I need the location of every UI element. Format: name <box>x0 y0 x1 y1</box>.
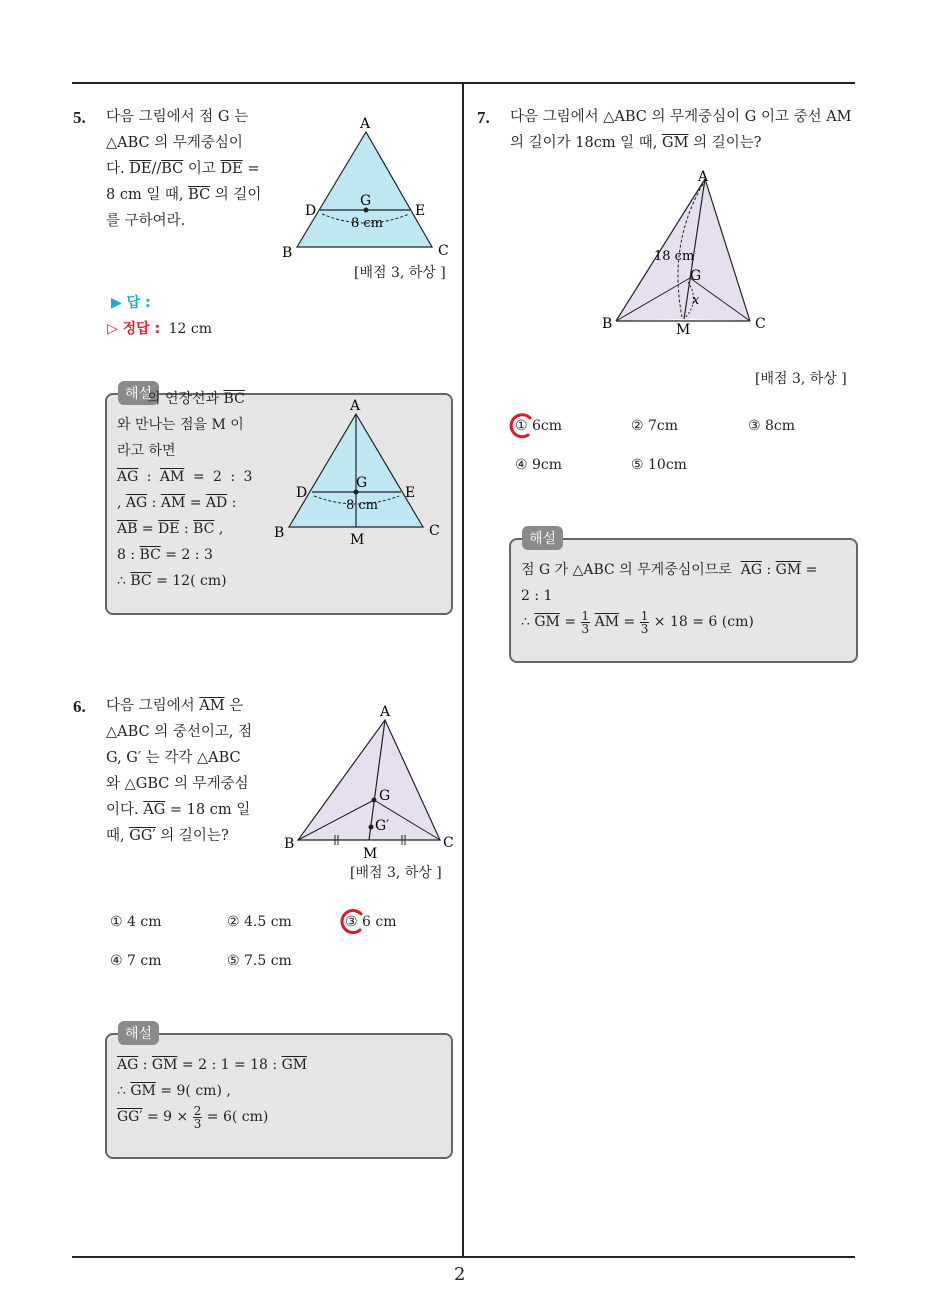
q6-figure <box>280 700 460 865</box>
q5-label-e: E <box>415 203 426 219</box>
q6-option-2[interactable]: ② 4.5 cm <box>227 914 292 930</box>
q6-number: 6. <box>73 697 86 716</box>
q6-label-g: G <box>379 788 391 804</box>
q6-sol-line-3: GG′ = 9 × $\frac{2}{3}$ = 6( cm) <box>117 1103 269 1131</box>
q5-sol-line-7: 8 : $\overline{BC} = 2$ : 3 <box>117 547 213 563</box>
q6-option-5[interactable]: ⑤ 7.5 cm <box>227 953 292 969</box>
q6-sol-line-1: $\overline{AG}$ : $\overline{GM} = 2$ : 1 = 18 : $\overline{GM}$ <box>117 1057 308 1073</box>
q5-line-3: 다. $\overline{DE}//\overline{BC}$ 이고 $\overline{DE}$ = <box>106 161 260 177</box>
q7-text <box>510 104 862 156</box>
q5-text <box>106 104 271 234</box>
q5-solution-tag: 해설 <box>118 381 159 405</box>
q5-solution-text <box>117 386 262 594</box>
q5-number: 5. <box>73 108 86 127</box>
q5s-label-d: D <box>296 485 308 501</box>
bottom-rule <box>72 1256 855 1258</box>
q5s-label-c: C <box>429 523 440 539</box>
q5s-label-g: G <box>356 475 368 491</box>
q7-sol-line-2: 2 : 1 <box>521 588 553 604</box>
q7-line-2: 의 길이가 18cm 일 때, $\overline{GM}$ 의 길이는? <box>510 135 762 151</box>
q5-line-1: 다음 그림에서 점 G 는 <box>106 109 249 125</box>
q7-sol-line-1: 점 G 가 △ABC 의 무게중심이므로 $\overline{AG}$ : $\overline{GM}$ = <box>521 562 818 578</box>
q7-option-4[interactable]: ④ 9cm <box>515 457 563 473</box>
q6-option-1[interactable]: ① 4 cm <box>110 914 162 930</box>
q5-correct-value: 12 cm <box>168 321 213 337</box>
q6-line-5: 이다. $\overline{AG} = 18$ cm 일 <box>106 802 251 818</box>
q6-text <box>106 693 266 849</box>
q5-sol-line-6: $\overline{AB} = \overline{DE}$ : $\overline{BC}$ , <box>117 521 224 537</box>
q7-sol-line-3: ∴ $\overline{GM}$ = $\frac{1}{3}$ $\overline{AM}$ = $\frac{1}{3}$ × 18 = 6 (cm) <box>521 608 754 636</box>
q7-label-b: B <box>602 316 613 332</box>
q7-score: [배점 3, 하상 ] <box>755 371 847 387</box>
q7-option-2[interactable]: ② 7cm <box>631 418 679 434</box>
q5-line-5: 를 구하여라. <box>106 213 186 229</box>
q7-label-m: M <box>676 322 691 338</box>
q7-figure <box>596 164 776 339</box>
q5-line-2: △ABC 의 무게중심이 <box>106 135 243 151</box>
q5-correct <box>107 318 212 338</box>
q6-sol-line-2: ∴ $\overline{GM} = 9$( cm) , <box>117 1083 231 1099</box>
q6-line-3: G, G′ 는 각각 △ABC <box>106 750 241 766</box>
q6-triangle <box>298 720 440 840</box>
q7-option-3[interactable]: ③ 8cm <box>748 418 796 434</box>
q6-label-c: C <box>443 835 454 851</box>
q5-figure <box>278 110 458 265</box>
q5-score: [배점 3, 하상 ] <box>354 265 446 281</box>
q6-label-a: A <box>380 704 391 720</box>
q7-sol-frac-2: $\frac{1}{3}$ <box>640 608 649 636</box>
q5s-label-m: M <box>350 532 365 548</box>
page-number: 2 <box>454 1264 466 1285</box>
q5-label-b: B <box>282 245 293 261</box>
q6-solution-text <box>117 1052 307 1130</box>
q6-line-4: 와 △GBC 의 무게중심 <box>106 776 249 792</box>
q6-option-3[interactable]: ③ 6 cm <box>345 914 397 930</box>
q5-sol-line-2: 와 만나는 점을 M 이 <box>117 417 244 433</box>
q5-solution-figure <box>268 394 448 554</box>
q7-sol-frac-1: $\frac{1}{3}$ <box>581 608 590 636</box>
q6-solution-tag: 해설 <box>118 1021 159 1045</box>
q7-solution-text <box>521 557 817 635</box>
q5-label-g: G <box>360 193 372 209</box>
q7-label-x: x <box>692 293 700 308</box>
q7-number: 7. <box>477 108 490 127</box>
q6-label-m: M <box>363 846 378 862</box>
q5s-label-a: A <box>350 398 361 414</box>
q7-line-1: 다음 그림에서 △ABC 의 무게중심이 G 이고 중선 AM <box>510 109 852 125</box>
q6-sol-frac: $\frac{2}{3}$ <box>193 1103 202 1131</box>
q6-label-b: B <box>284 836 295 852</box>
q7-selected-mark <box>505 410 537 442</box>
q5s-label-len: 8 cm <box>346 498 379 513</box>
q5-sol-line-1: 의 연장선과 $\overline{BC}$ <box>147 391 245 407</box>
q5-sol-line-4: $\overline{AG}$ : $\overline{AM} = 2$ : 3 <box>117 469 253 485</box>
q5-label-c: C <box>438 243 449 259</box>
q5s-label-e: E <box>405 485 416 501</box>
q5-sol-line-5: , $\overline{AG}$ : $\overline{AM} = \overline{AD}$ : <box>117 495 237 511</box>
q6-label-gp: G′ <box>375 818 390 834</box>
q6-line-6: 때, GG′ 의 길이는? <box>106 828 229 844</box>
q7-solution-tag: 해설 <box>522 526 563 550</box>
q5-answer-label: ▶ 답 : <box>111 295 151 311</box>
q5-line-4: 8 cm 일 때, $\overline{BC}$ 의 길이 <box>106 187 262 203</box>
q6-line-1: 다음 그림에서 $\overline{AM}$ 은 <box>106 698 244 714</box>
q7-label-a: A <box>698 169 709 185</box>
q6-point-g <box>372 798 377 803</box>
q7-label-c: C <box>755 316 766 332</box>
q7-label-len: 18 cm <box>654 249 695 264</box>
q5-sol-line-3: 라고 하면 <box>117 443 176 459</box>
q5s-label-b: B <box>274 525 285 541</box>
q6-point-gp <box>369 825 374 830</box>
q5-label-a: A <box>360 116 371 132</box>
q5-label-d: D <box>305 203 317 219</box>
q7-option-5[interactable]: ⑤ 10cm <box>631 457 687 473</box>
q6-option-4[interactable]: ④ 7 cm <box>110 953 162 969</box>
column-divider <box>462 83 464 1257</box>
q7-label-g: G <box>690 268 702 284</box>
q6-score: [배점 3, 하상 ] <box>350 865 442 881</box>
q5-sol-line-8: ∴ $\overline{BC} = 12$( cm) <box>117 573 227 589</box>
q7-option-1[interactable]: ① 6cm <box>515 418 563 434</box>
q5-correct-label: ▷ 정답 : <box>107 321 161 337</box>
q6-line-2: △ABC 의 중선이고, 점 <box>106 724 253 740</box>
q6-selected-mark <box>337 906 367 938</box>
top-rule <box>72 82 855 84</box>
q5-label-len: 8 cm <box>351 216 384 231</box>
